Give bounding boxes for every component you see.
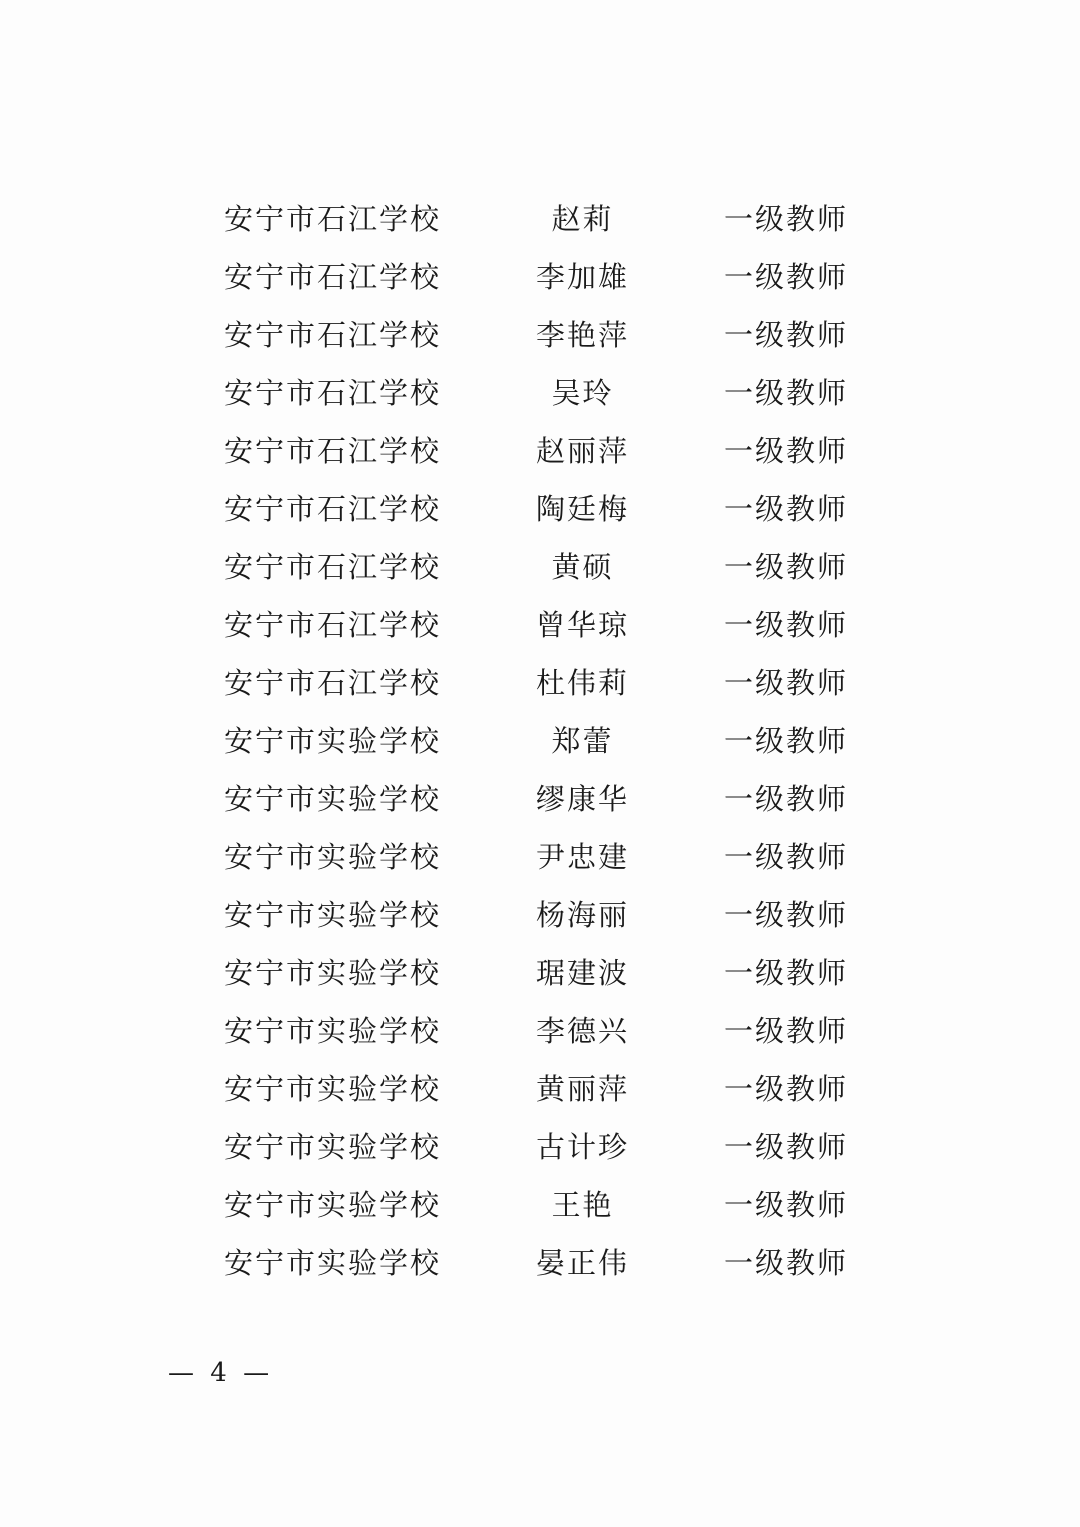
teacher-list (0, 190, 1080, 1292)
list-row (0, 1234, 1080, 1292)
teacher-title: 一级教师 (724, 608, 849, 642)
teacher-name: 尹忠建 (535, 840, 629, 874)
teacher-title: 一级教师 (724, 260, 849, 294)
teacher-title: 一级教师 (724, 202, 849, 236)
teacher-title: 一级教师 (724, 492, 849, 526)
teacher-title: 一级教师 (724, 1188, 849, 1222)
teacher-name: 李德兴 (535, 1014, 629, 1048)
school-name: 安宁市实验学校 (224, 782, 442, 816)
school-name: 安宁市石江学校 (224, 260, 442, 294)
school-name: 安宁市实验学校 (224, 840, 442, 874)
school-name: 安宁市实验学校 (224, 956, 442, 990)
teacher-title: 一级教师 (724, 376, 849, 410)
school-name: 安宁市实验学校 (224, 1188, 442, 1222)
list-row (0, 422, 1080, 480)
teacher-title: 一级教师 (724, 782, 849, 816)
school-name: 安宁市石江学校 (224, 376, 442, 410)
teacher-name: 郑蕾 (551, 724, 614, 758)
teacher-title: 一级教师 (724, 1072, 849, 1106)
list-row (0, 480, 1080, 538)
teacher-title: 一级教师 (724, 666, 849, 700)
teacher-title: 一级教师 (724, 1246, 849, 1280)
teacher-name: 王艳 (551, 1188, 614, 1222)
school-name: 安宁市石江学校 (224, 492, 442, 526)
teacher-title: 一级教师 (724, 898, 849, 932)
teacher-name: 李艳萍 (535, 318, 629, 352)
teacher-name: 吴玲 (551, 376, 614, 410)
list-row (0, 944, 1080, 1002)
page-number: — 4 — (168, 1358, 274, 1388)
school-name: 安宁市石江学校 (224, 550, 442, 584)
teacher-title: 一级教师 (724, 434, 849, 468)
list-row (0, 1060, 1080, 1118)
teacher-name: 杜伟莉 (535, 666, 629, 700)
list-row (0, 596, 1080, 654)
teacher-name: 黄硕 (551, 550, 614, 584)
list-row (0, 654, 1080, 712)
teacher-name: 李加雄 (535, 260, 629, 294)
list-row (0, 828, 1080, 886)
school-name: 安宁市实验学校 (224, 724, 442, 758)
school-name: 安宁市石江学校 (224, 202, 442, 236)
teacher-name: 赵莉 (551, 202, 614, 236)
list-row (0, 538, 1080, 596)
teacher-title: 一级教师 (724, 840, 849, 874)
school-name: 安宁市石江学校 (224, 666, 442, 700)
school-name: 安宁市实验学校 (224, 1130, 442, 1164)
teacher-name: 赵丽萍 (535, 434, 629, 468)
teacher-name: 古计珍 (535, 1130, 629, 1164)
teacher-title: 一级教师 (724, 956, 849, 990)
teacher-name: 曾华琼 (535, 608, 629, 642)
school-name: 安宁市石江学校 (224, 608, 442, 642)
teacher-title: 一级教师 (724, 1014, 849, 1048)
list-row (0, 248, 1080, 306)
list-row (0, 712, 1080, 770)
school-name: 安宁市石江学校 (224, 434, 442, 468)
list-row (0, 886, 1080, 944)
list-row (0, 306, 1080, 364)
teacher-title: 一级教师 (724, 550, 849, 584)
teacher-name: 缪康华 (535, 782, 629, 816)
teacher-name: 杨海丽 (535, 898, 629, 932)
list-row (0, 190, 1080, 248)
teacher-name: 陶廷梅 (535, 492, 629, 526)
teacher-name: 琚建波 (535, 956, 629, 990)
school-name: 安宁市实验学校 (224, 1014, 442, 1048)
school-name: 安宁市石江学校 (224, 318, 442, 352)
list-row (0, 1002, 1080, 1060)
list-row (0, 1118, 1080, 1176)
list-row (0, 770, 1080, 828)
school-name: 安宁市实验学校 (224, 1072, 442, 1106)
teacher-name: 晏正伟 (535, 1246, 629, 1280)
teacher-title: 一级教师 (724, 318, 849, 352)
list-row (0, 364, 1080, 422)
teacher-name: 黄丽萍 (535, 1072, 629, 1106)
teacher-title: 一级教师 (724, 1130, 849, 1164)
school-name: 安宁市实验学校 (224, 898, 442, 932)
school-name: 安宁市实验学校 (224, 1246, 442, 1280)
list-row (0, 1176, 1080, 1234)
teacher-title: 一级教师 (724, 724, 849, 758)
